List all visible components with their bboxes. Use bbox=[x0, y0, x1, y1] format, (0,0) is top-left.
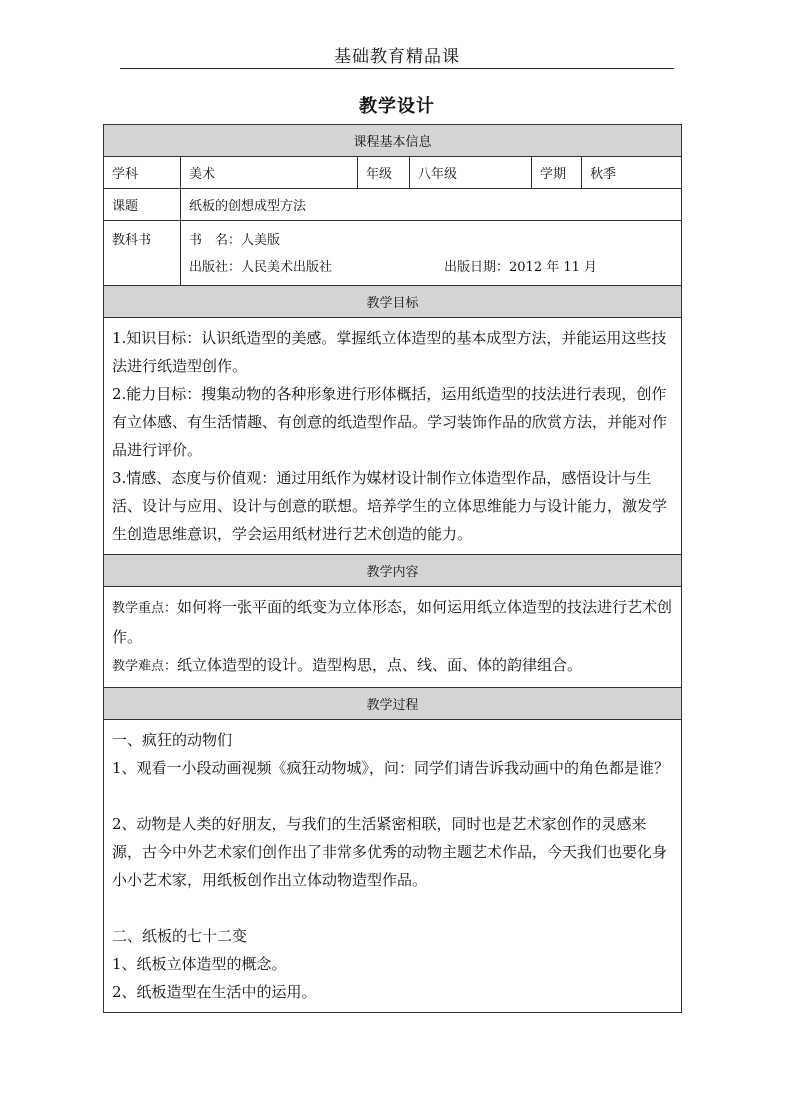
term-value: 秋季 bbox=[582, 157, 682, 189]
page-header-title: 基础教育精品课 bbox=[334, 47, 460, 67]
process-part2-title: 二、纸板的七十二变 bbox=[112, 927, 248, 945]
spacer bbox=[112, 894, 675, 922]
process-step-2: 2、动物是人类的好朋友，与我们的生活紧密相联，同时也是艺术家创作的灵感来源，古今中外艺术家们创作出了非常多优秀的动物主题艺术作品，今天我们也要化身小小艺术家，用纸板创作出立体动物造型作品。 bbox=[112, 815, 668, 889]
objective-knowledge: 1.知识目标：认识纸造型的美感。掌握纸立体造型的基本成型方法，并能运用这些技法进行纸造型创作。 bbox=[112, 329, 667, 375]
grade-value: 八年级 bbox=[410, 157, 532, 189]
section-content: 教学内容 bbox=[104, 555, 682, 587]
section-process: 教学过程 bbox=[104, 688, 682, 720]
book-name: 书 名：人美版 bbox=[189, 233, 281, 248]
section-objectives: 教学目标 bbox=[104, 286, 682, 318]
section-basic-info: 课程基本信息 bbox=[104, 125, 682, 157]
textbook-info bbox=[181, 221, 682, 286]
publisher: 出版社：人民美术出版社 bbox=[189, 260, 333, 275]
process-step-1: 1、观看一小段动画视频《疯狂动物城》，问：同学们请告诉我动画中的角色都是谁？ bbox=[112, 759, 670, 777]
process-part1-title: 一、疯狂的动物们 bbox=[112, 731, 233, 749]
difficulty-point bbox=[112, 651, 675, 681]
objective-attitude: 3.情感、态度与价值观：通过用纸作为媒材设计制作立体造型作品，感悟设计与生活、设计与应用、设计与创意的联想。培养学生的立体思维能力与设计能力，激发学生创造思维意识，学会运用纸材进行艺术创造的能力。 bbox=[112, 469, 668, 543]
difficulty-text: 纸立体造型的设计。造型构思，点、线、面、体的韵律组合。 bbox=[177, 656, 583, 674]
spacer bbox=[112, 782, 675, 810]
objective-ability: 2.能力目标：搜集动物的各种形象进行形体概括，运用纸造型的技法进行表现，创作有立体感、有生活情趣、有创意的纸造型作品。学习装饰作品的欣赏方法，并能对作品进行评价。 bbox=[112, 385, 668, 459]
lesson-plan-table bbox=[103, 124, 682, 1013]
key-point-text: 如何将一张平面的纸变为立体形态，如何运用纸立体造型的技法进行艺术创作。 bbox=[112, 598, 673, 646]
difficulty-label: 教学难点： bbox=[112, 659, 178, 674]
content-body bbox=[104, 587, 682, 688]
objectives-body bbox=[104, 318, 682, 555]
process-step-3: 1、纸板立体造型的概念。 bbox=[112, 955, 287, 973]
key-point bbox=[112, 593, 675, 651]
textbook-label: 教科书 bbox=[104, 221, 181, 286]
process-step-4: 2、纸板造型在生活中的运用。 bbox=[112, 983, 317, 1001]
document-title: 教学设计 bbox=[359, 96, 435, 117]
topic-value: 纸板的创想成型方法 bbox=[181, 189, 682, 221]
key-point-label: 教学重点： bbox=[112, 601, 178, 616]
term-label: 学期 bbox=[532, 157, 582, 189]
subject-label: 学科 bbox=[104, 157, 181, 189]
publisher-line bbox=[181, 248, 681, 275]
topic-label: 课题 bbox=[104, 189, 181, 221]
publication-date: 出版日期：2012 年 11 月 bbox=[444, 260, 598, 275]
process-body bbox=[104, 720, 682, 1013]
subject-value: 美术 bbox=[181, 157, 358, 189]
grade-label: 年级 bbox=[358, 157, 410, 189]
header-divider bbox=[120, 68, 674, 69]
